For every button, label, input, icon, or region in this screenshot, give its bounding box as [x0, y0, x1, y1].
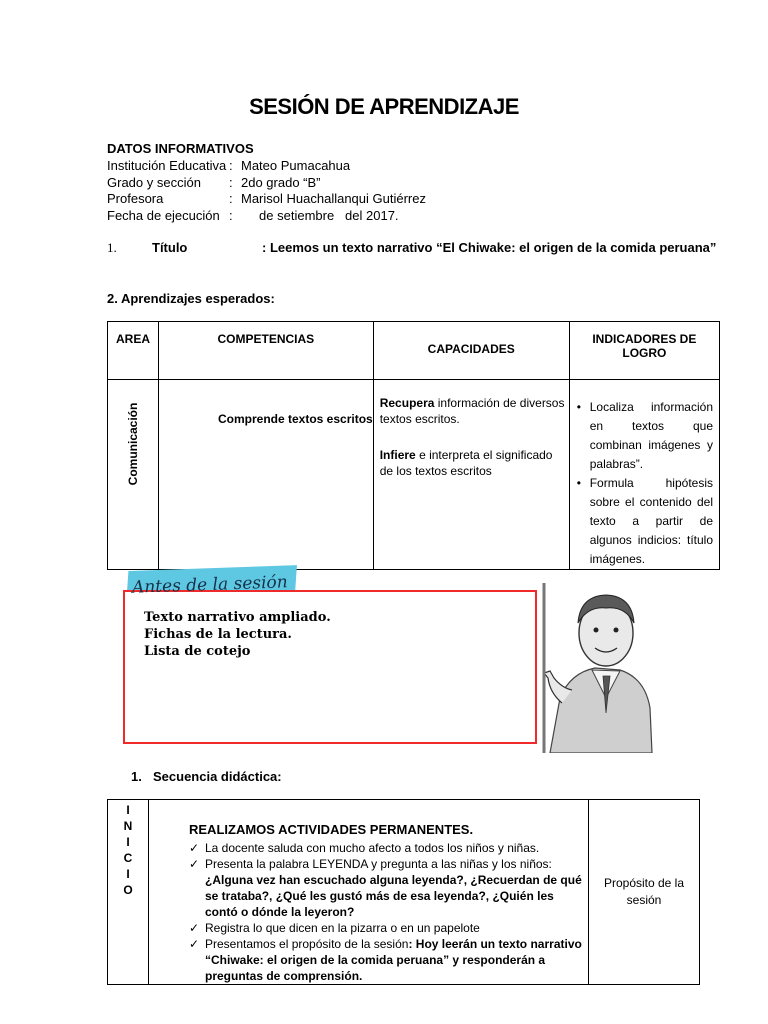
capacidad-verb: Infiere [379, 448, 416, 462]
datos-colon: : [229, 158, 233, 173]
section-label: Título [152, 240, 188, 255]
page-title: SESIÓN DE APRENDIZAJE [249, 94, 519, 119]
check-icon: ✓ [189, 921, 200, 935]
datos-label: Grado y sección [107, 175, 201, 190]
secuencia-table [107, 799, 700, 985]
item-text-bold: ¿Alguna vez han escuchado alguna leyenda?, ¿Recuerdan de qué se trataba?, ¿Qué les gustó más de esa leyenda?, ¿Quién les contó o dónde la leyeron? [205, 873, 582, 919]
area-label: Comunicación [126, 402, 140, 486]
item-text: Registra lo que dicen en la pizarra o en un papelote [205, 921, 480, 935]
proposito-text: Propósito de la sesión [603, 876, 685, 907]
header-area: AREA [108, 322, 159, 380]
competencia-text: Comprende textos escritos [218, 412, 373, 426]
area-cell [108, 380, 159, 570]
table-header-row [108, 322, 720, 380]
capacidad-item [377, 447, 565, 479]
list-item: Fichas de la lectura. [144, 627, 292, 642]
area-wrap [108, 380, 158, 508]
header-capacidades: CAPACIDADES [373, 322, 569, 380]
competencia-cell [159, 380, 374, 570]
table-row [108, 380, 720, 570]
capacidades-cell [373, 380, 569, 570]
inicio-cell [108, 800, 149, 985]
datos-colon: : [229, 191, 233, 206]
section-label: Secuencia didáctica: [153, 769, 282, 784]
capacidad-item [377, 395, 565, 427]
item-text-bold: : Hoy leerán un texto narrativo “Chiwake: el origen de la comida peruana” y responderán a preguntas de comprensión. [205, 937, 582, 983]
check-icon: ✓ [189, 937, 200, 951]
indicadores-cell [569, 380, 719, 570]
table-row [108, 800, 700, 985]
section-text: : Leemos un texto narrativo “El Chiwake: el origen de la comida peruana” [262, 240, 717, 255]
antes-tab-label: Antes de la sesión [131, 572, 289, 598]
list-item [189, 936, 582, 984]
indicadores-list [570, 398, 719, 569]
list-item: Texto narrativo ampliado. [144, 610, 331, 625]
inicio-letter: I [126, 803, 130, 817]
item-text: La docente saluda con mucho afecto a todos los niños y niñas. [205, 841, 540, 855]
header-competencias: COMPETENCIAS [159, 322, 374, 380]
datos-value: 2do grado “B” [241, 175, 321, 190]
datos-value: Marisol Huachallanqui Gutiérrez [241, 191, 426, 206]
list-item [189, 920, 582, 936]
list-item: Lista de cotejo [144, 644, 251, 659]
check-icon: ✓ [189, 841, 200, 855]
datos-label: Institución Educativa [107, 158, 227, 173]
section-number: 1. [131, 769, 142, 784]
proposito-cell [589, 800, 700, 985]
list-item [189, 856, 582, 920]
datos-colon: : [229, 208, 233, 223]
datos-heading: DATOS INFORMATIVOS [107, 141, 254, 156]
datos-label: Profesora [107, 191, 164, 206]
datos-value: de setiembre del 2017. [241, 208, 399, 223]
capacidad-rest: información de diversos textos escritos. [379, 396, 565, 426]
item-text: Presentamos el propósito de la sesión [205, 937, 409, 951]
capacidad-verb: Recupera [379, 396, 435, 410]
datos-label: Fecha de ejecución [107, 208, 220, 223]
item-text: Presenta la palabra LEYENDA y pregunta a las niñas y los niños: [205, 857, 552, 871]
section-number: 1. [107, 240, 117, 255]
datos-value: Mateo Pumacahua [241, 158, 351, 173]
inicio-letter: O [123, 883, 133, 897]
actividades-cell [149, 800, 589, 985]
list-item [189, 840, 582, 856]
list-item: • Localiza información en textos que combinan imágenes y palabras”. [590, 398, 713, 474]
capacidad-rest: e interpreta el significado de los textos escritos [379, 448, 553, 478]
inicio-letter: C [123, 851, 133, 865]
list-item: • Formula hipótesis sobre el contenido del texto a partir de algunos indicios: título imágenes. [590, 474, 713, 569]
header-indicadores: INDICADORES DE LOGRO [569, 322, 719, 380]
check-icon: ✓ [189, 857, 200, 871]
inicio-letter: I [126, 867, 130, 881]
section-aprendizajes: 2. Aprendizajes esperados: [107, 291, 275, 306]
inicio-letter: N [123, 819, 133, 833]
inicio-letter: I [126, 835, 130, 849]
datos-colon: : [229, 175, 233, 190]
actividades-heading: REALIZAMOS ACTIVIDADES PERMANENTES. [189, 822, 474, 837]
aprendizajes-table [107, 321, 720, 570]
teacher-illustration [540, 578, 660, 753]
